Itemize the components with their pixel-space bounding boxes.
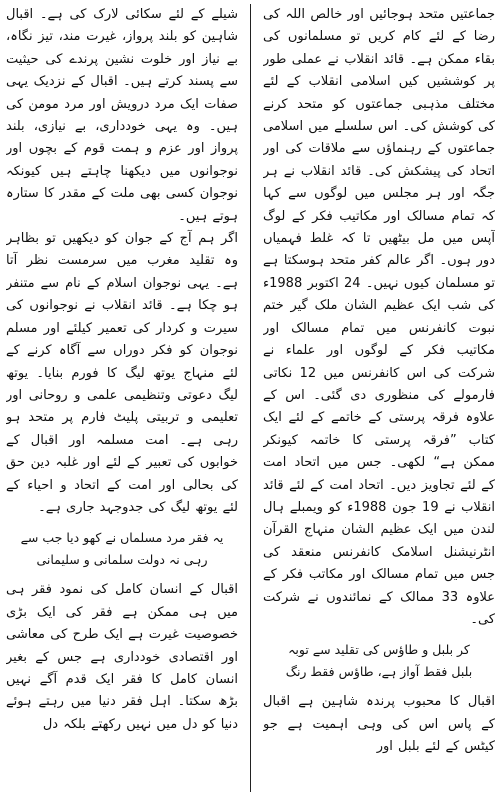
article-paragraph: جماعتیں متحد ہوجائیں اور خالص اللہ کی رضا کے لئے کام کریں تو مسلمانوں کی بقاء ممکن ہے۔ قائد انقلاب نے عملی طور پر کوششیں کیں اسلامی انقلاب کے لئے مختلف مذہبی جماعتوں کو متحد کرنے کی کوشش کی۔ اس سلسلے میں اسلامی جماعتوں کے رہنماؤں سے ملاقات کی اور اتحاد کی پیشکش کی۔ قائد انقلاب نے ہر جگہ اور ہر مجلس میں لوگوں سے کہا کہ تمام مسالک اور مکاتیب فکر کے لوگ آپس میں مل بیٹھیں تا کہ غلط فہمیاں دور ہوں۔ اگر عالم کفر متحد ہوسکتا ہے تو مسلمان کیوں نہیں۔ 24 اکتوبر 1988ء کی شب ایک عظیم الشان ملک گیر ختم نبوت کانفرنس میں تمام مسالک اور مکاتیب فکر کے لوگوں اور علماء نے شرکت کی اس کانفرنس میں 12 نکاتی فارمولے کی منظوری دی گئی۔ اس کے علاوہ فرقہ پرستی کے خاتمے کے لئے ایک کتاب ”فرقہ پرستی کا خاتمہ کیونکر ممکن ہے“ لکھی۔ جس میں اتحاد امت کے لئے تجاویز دیں۔ اتحاد امت کے لئے قائد انقلاب نے 19 جون 1988ء کو ویمبلے ہال لندن میں ایک عظیم الشان منہاج القرآن انٹرنیشنل اسلامک کانفرنس منعقد کی جس میں تمام مسالک اور مکاتب فکر کے علاوہ 33 ممالک کے نمائندوں نے شرکت کی۔ xyxy=(263,7,495,627)
left-column xyxy=(6,4,238,794)
article-paragraph: اگر ہم آج کے جوان کو دیکھیں تو بظاہر وہ تقلید مغرب میں سرمست نظر آتا ہے۔ یہی نوجوان اسلام کے نام سے متنفر ہو چکا ہے۔ قائد انقلاب نے نوجوانوں کی سیرت و کردار کی تعمیر کیلئے اور مسلم نوجوان کو فکر دوراں سے آگاہ کرنے کے لئے منہاج یوتھ لیگ کا فورم بنایا۔ یوتھ لیگ دعوتی وتنظیمی علمی و روحانی اور تعلیمی و تربیتی پلیٹ فارم پر متحد ہو رہی ہے۔ امت مسلمہ اور اقبال کے خوابوں کی تعبیر کے لئے اور غلبہ دین حق کی بحالی اور امت کے اتحاد و احیاء کے لئے یوتھ لیگ کی جدوجہد جاری ہے۔ xyxy=(6,231,238,515)
verse-line: کر بلبل و طاؤس کی تقلید سے توبہ xyxy=(288,642,470,658)
verse-line: یہ فقر مرد مسلماں نے کھو دیا جب سے xyxy=(20,530,224,546)
article-paragraph: اقبال کے انسان کامل کی نمود فقر ہی میں ہی ممکن ہے فقر کی ایک بڑی خصوصیت غیرت ہے ایک طرح کی معاشی اور اقتصادی خودداری ہے جس کے بغیر انسان کامل کا فقر ایک قدم آگے نہیں بڑھ سکتا۔ اہل فقر دنیا میں رہتے ہوئے دنیا کو دل میں نہیں رکھتے بلکہ دل xyxy=(6,582,238,732)
article-paragraph: اقبال کا محبوب پرندہ شاہین ہے اقبال کے پاس اس کی وہی اہمیت ہے جو کیٹس کے لئے بلبل اور xyxy=(263,694,495,755)
right-column xyxy=(263,4,495,794)
verse-line: بلبل فقط آواز ہے، طاؤس فقط رنگ xyxy=(285,664,473,680)
article-paragraph: شیلے کے لئے سکائی لارک کی ہے۔ اقبال شاہین کو بلند پرواز، غیرت مند، تیز نگاہ، بے نیاز اور خلوت نشین پرندے کی حیثیت سے پسند کرتے ہیں۔ اقبال کے نزدیک یہی صفات ایک مرد درویش اور مرد مومن کی ہیں۔ وہ یہی خودداری، بے نیازی، بلند پرواز اور عزم و ہمت قوم کے بچوں اور نوجوانوں میں دیکھنا چاہتے ہیں کیونکہ نوجوان کسی بھی ملت کے مقدر کا ستارہ ہوتے ہیں۔ xyxy=(6,7,238,224)
column-divider xyxy=(250,4,251,792)
verse-line: رہی نہ دولت سلمانی و سلیمانی xyxy=(36,552,208,568)
